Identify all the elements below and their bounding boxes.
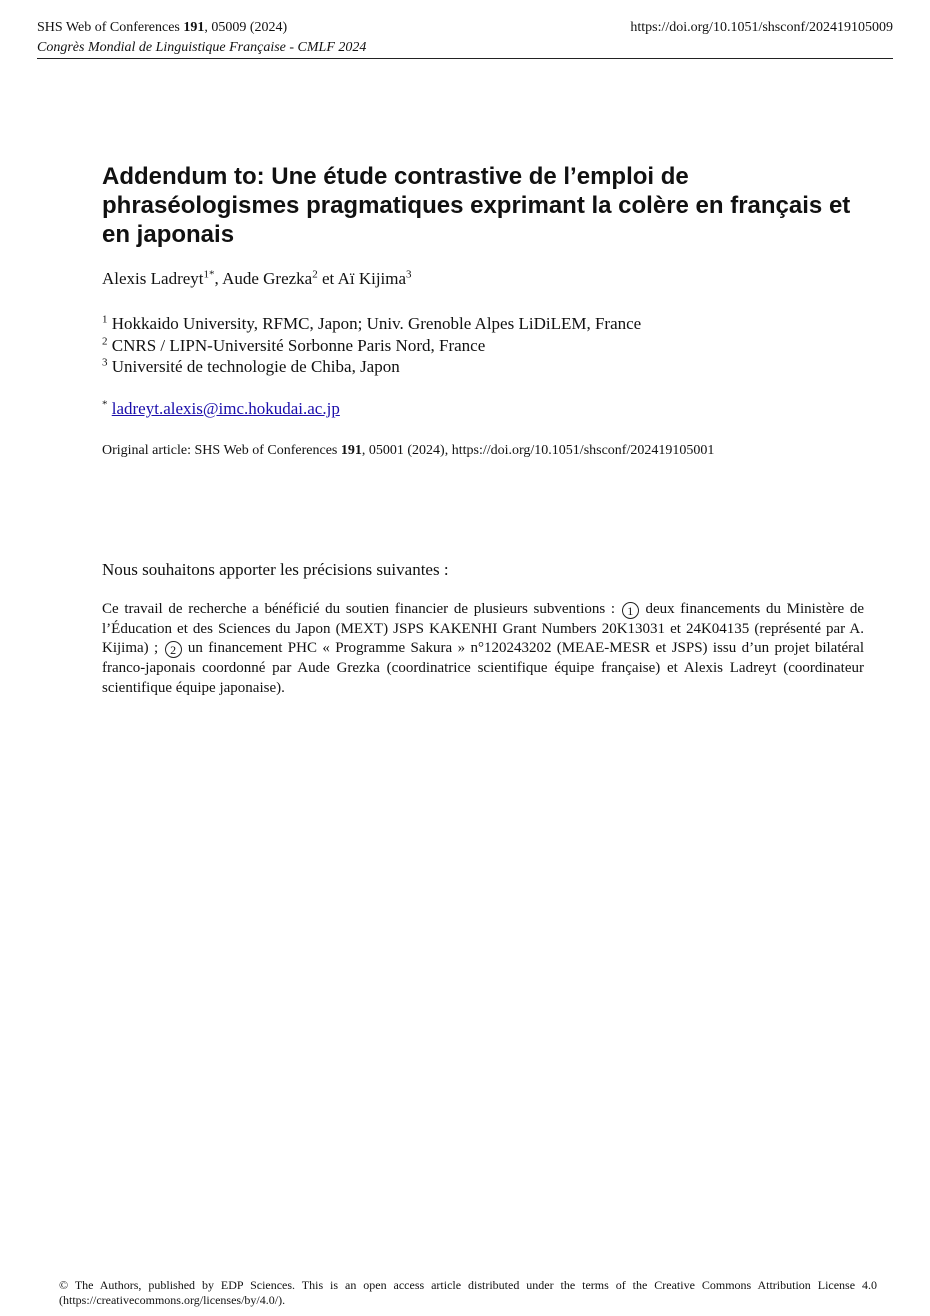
running-header-doi[interactable]: https://doi.org/10.1051/shsconf/202419105009	[630, 20, 893, 35]
author-3-marker: 3	[406, 268, 412, 281]
header-rule	[37, 58, 893, 59]
paragraph-text: un financement PHC « Programme Sakura » n°120243202 (MEAE-MESR et JSPS) issu d’un projet bilatéral franco-japonais coordonné par Aude Grezka (coordinatrice scientifique équipe française) et Alexis Ladreyt (coordinateur scientifique équipe japonaise).	[102, 640, 864, 696]
corresponding-marker: *	[102, 398, 108, 411]
affiliations	[102, 313, 641, 378]
original-volume: 191	[340, 443, 362, 458]
corresponding-author	[102, 399, 340, 419]
funding-paragraph	[102, 600, 864, 699]
circled-number-1: 1	[622, 602, 639, 619]
journal-volume: 191	[183, 20, 205, 35]
affiliation-number: 3	[102, 356, 108, 369]
author-2: Aude Grezka	[222, 269, 313, 288]
affiliation-text: Université de technologie de Chiba, Japon	[107, 357, 400, 376]
author-3: Aï Kijima	[337, 269, 407, 288]
original-prefix: Original article: SHS Web of Conferences	[102, 443, 341, 458]
author-separator: ,	[214, 269, 223, 288]
affiliation-number: 1	[102, 313, 108, 326]
intro-sentence: Nous souhaitons apporter les précisions suivantes :	[102, 560, 449, 579]
license-line-1: © The Authors, published by EDP Sciences. This is an open access article distributed under the terms of the Creative Commons Attribution License 4.0	[59, 1278, 877, 1292]
article-ref: , 05009 (2024)	[204, 20, 288, 35]
email-link[interactable]: ladreyt.alexis@imc.hokudai.ac.jp	[111, 399, 340, 418]
author-separator: et	[317, 269, 338, 288]
author-2-marker: 2	[312, 268, 318, 281]
affiliation-number: 2	[102, 334, 108, 347]
circled-number-2: 2	[165, 641, 182, 658]
license-footer	[59, 1278, 877, 1308]
affiliation-text: CNRS / LIPN-Université Sorbonne Paris Nord, France	[107, 335, 486, 355]
article-title: Addendum to: Une étude contrastive de l’emploi de phraséologismes pragmatiques exprimant la colère en français et en japonais	[102, 163, 851, 248]
running-header-conference: Congrès Mondial de Linguistique Française - CMLF 2024	[37, 40, 367, 55]
journal-name: SHS Web of Conferences	[37, 20, 184, 35]
affiliation-1	[102, 313, 641, 335]
paragraph-text: deux financements du Ministère de l’Éducation et des Sciences du Japon (MEXT) JSPS KAKENHI Grant Numbers 20K13031 et 24K04135 (représenté par A. Kijima) ;	[102, 601, 864, 657]
author-1-marker: 1*	[203, 268, 215, 281]
license-line-2[interactable]: (https://creativecommons.org/licenses/by/4.0/).	[59, 1293, 286, 1307]
affiliation-text: Hokkaido University, RFMC, Japon; Univ. Grenoble Alpes LiDiLEM, France	[107, 314, 642, 333]
author-1: Alexis Ladreyt	[102, 269, 204, 288]
author-list	[102, 269, 412, 289]
paragraph-text: Ce travail de recherche a bénéficié du soutien financier de plusieurs subventions :	[102, 601, 621, 617]
affiliation-3	[102, 356, 641, 378]
affiliation-2	[102, 335, 641, 357]
original-doi: , 05001 (2024), https://doi.org/10.1051/shsconf/202419105001	[361, 443, 715, 458]
original-article-reference	[102, 443, 714, 459]
running-header-journal	[37, 20, 287, 36]
